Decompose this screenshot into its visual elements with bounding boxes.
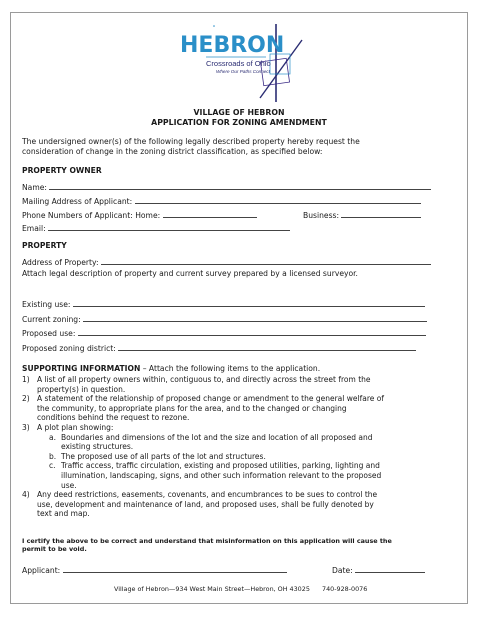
item-number: 4): [22, 490, 30, 500]
supporting-list: [22, 375, 452, 519]
current-zoning-field[interactable]: [83, 313, 427, 322]
certify-line2: permit to be void.: [22, 545, 87, 553]
attach-note: Attach legal description of property and current survey prepared by a licensed surveyor.: [22, 269, 358, 278]
item-text: conditions behind the request to rezone.: [37, 413, 190, 423]
hebron-logo: [176, 22, 306, 104]
proposed-use-field[interactable]: [78, 327, 426, 336]
supporting-instructions: – Attach the following items to the application.: [140, 364, 321, 373]
subitem-text: Boundaries and dimensions of the lot and the size and location of all proposed and: [61, 432, 373, 442]
applicant-label: Applicant:: [22, 566, 61, 575]
current-zoning-label: Current zoning:: [22, 315, 81, 324]
item-number: 1): [22, 375, 30, 384]
logo-wordmark: HEBRON: [180, 33, 285, 58]
supporting-item-3: [22, 423, 452, 490]
phone-home-field[interactable]: [163, 209, 257, 218]
subitem-a: [49, 433, 452, 443]
applicant-signature-field[interactable]: [63, 564, 287, 573]
phone-business-field[interactable]: [341, 209, 421, 218]
supporting-item-1: [22, 375, 452, 394]
item-text: Any deed restrictions, easements, covenants, and encumbrances to be sues to control the: [37, 490, 378, 500]
phone-business-label: Business:: [303, 211, 340, 220]
subitem-c-cont: [49, 471, 452, 481]
footer-address: Village of Hebron—934 West Main Street—Hebron, OH 43025: [114, 585, 310, 593]
logo-subtagline: Where Our Paths Connect: [216, 69, 270, 74]
mailing-row: [22, 195, 421, 207]
form-title-line1: VILLAGE OF HEBRON: [193, 108, 285, 117]
email-label: Email:: [22, 224, 46, 233]
item-text: the community, to appropriate plans for the area, and to the changed or changing: [37, 403, 347, 413]
date-label: Date:: [332, 566, 353, 575]
subitem-c-cont: [49, 481, 452, 491]
property-heading: PROPERTY: [22, 241, 67, 250]
property-address-row: [22, 256, 431, 268]
date-field[interactable]: [355, 564, 425, 573]
certify-line1: I certify the above to be correct and understand that misinformation on this application will cause the: [22, 537, 392, 545]
supporting-heading: SUPPORTING INFORMATION: [22, 364, 141, 373]
name-label: Name:: [22, 183, 47, 192]
applicant-row: [22, 564, 287, 576]
item-text: A plot plan showing:: [37, 422, 114, 432]
intro-line1: The undersigned owner(s) of the following legally described property hereby request the: [22, 137, 360, 146]
name-field[interactable]: [49, 181, 431, 190]
supporting-heading-row: [22, 364, 320, 374]
proposed-district-row: [22, 342, 416, 354]
item-text: A list of all property owners within, contiguous to, and directly across the street from the: [37, 375, 371, 384]
item-text: use, development and maintenance of land, and proposed uses, shall be fully denoted by: [37, 499, 374, 509]
existing-use-label: Existing use:: [22, 300, 71, 309]
subitem-text: The proposed use of all parts of the lot and structures.: [61, 451, 266, 461]
subitem-text: use.: [61, 480, 77, 490]
email-row: [22, 222, 290, 234]
email-field[interactable]: [48, 222, 290, 231]
property-address-label: Address of Property:: [22, 258, 99, 267]
item-number: 2): [22, 394, 30, 404]
footer-phone: 740-928-0076: [322, 585, 368, 593]
subitem-a-cont: [49, 442, 452, 452]
date-row: [332, 564, 425, 576]
subitem-letter: a.: [49, 432, 56, 442]
intro-line2: consideration of change in the zoning district classification, as specified below:: [22, 147, 323, 156]
existing-use-field[interactable]: [73, 298, 425, 307]
current-zoning-row: [22, 313, 427, 325]
subitem-c: [49, 461, 452, 471]
item-number: 3): [22, 422, 30, 432]
item-text: property(s) in question.: [37, 384, 126, 394]
subitem-b: [49, 452, 452, 462]
subitem-text: existing structures.: [61, 442, 134, 452]
property-owner-heading: PROPERTY OWNER: [22, 166, 102, 175]
supporting-item-4: [22, 490, 452, 519]
plot-plan-sublist: [37, 433, 452, 491]
item-text: A statement of the relationship of proposed change or amendment to the general welfare of: [37, 394, 384, 404]
proposed-use-row: [22, 327, 426, 339]
logo-tagline: Crossroads of Ohio: [206, 59, 271, 68]
proposed-district-label: Proposed zoning district:: [22, 344, 116, 353]
subitem-letter: c.: [49, 461, 56, 471]
phone-row: [22, 209, 257, 221]
phone-home-label: Phone Numbers of Applicant: Home:: [22, 211, 161, 220]
subitem-text: illumination, landscaping, signs, and other such information relevant to the proposed: [61, 470, 382, 480]
proposed-use-label: Proposed use:: [22, 329, 76, 338]
subitem-letter: b.: [49, 451, 57, 461]
existing-use-row: [22, 298, 425, 310]
supporting-item-2: [22, 394, 452, 423]
proposed-district-field[interactable]: [118, 342, 416, 351]
property-address-field[interactable]: [101, 256, 431, 265]
mailing-address-field[interactable]: [135, 195, 421, 204]
business-row: [303, 209, 421, 221]
item-text: text and map.: [37, 509, 90, 519]
subitem-text: Traffic access, traffic circulation, existing and proposed utilities, parking, lighting and: [61, 461, 380, 471]
mailing-address-label: Mailing Address of Applicant:: [22, 197, 133, 206]
form-title-line2: APPLICATION FOR ZONING AMENDMENT: [151, 118, 327, 127]
name-row: [22, 181, 431, 193]
